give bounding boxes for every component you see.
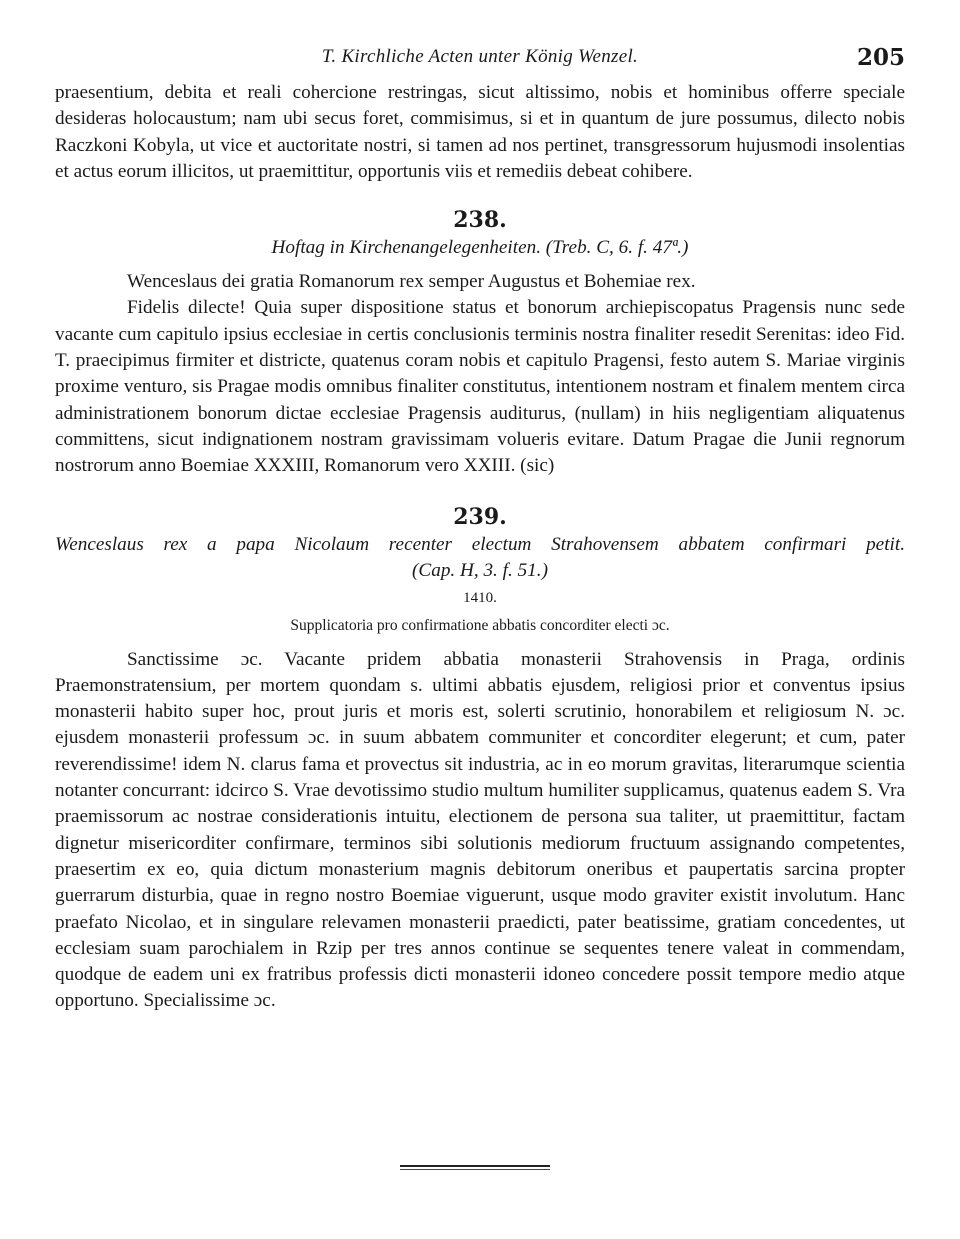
- doc-239-body: Sanctissime ɔc. Vacante pridem abbatia monasterii Strahovensis in Praga, ordinis Praemonstratensium, per mortem quondam s. ultimi abbatis ejusdem, religiosi prior et conventus ipsius monasterii habito super hoc, prout juris et moris est, solerti scrutinio, honorabilem et religiosum N. ɔc. ejusdem monasterii professum ɔc. in suum abbatem communiter et concorditer elegerunt; et cum, pater reverendissime! idem N. clarus fama et provectus sit industria, ac in eo morum gravitas, literarumque scientia notanter concurrant: idcirco S. Vrae devotissimo studio multum humiliter supplicamus, quatenus eadem S. Vra praemissorum ac nostrae considerationis intuitu, electionem de persona sua taliter, ut praemittitur, factam dignetur misericorditer confirmare, terminos sibi solutionis mediorum fructuum assignando competentes, praesertim ex eo, quia dictum monasterium magnis debitorum oneribus et paupertatis sarcina propter guerrarum disturbia, quae in regno nostro Boemiae viguerunt, usque modo graviter existit involutum. Hanc praefato Nicolao, et in singulare relevamen monasterii praedicti, pater beatissime, gratiam concedentes, ut ecclesiam suam parochialem in Rzip per tres annos continue se sequentes tenere valeat in commendam, quodque de eadem uni ex fratribus professis dicti monasterii idoneo concedere possit tempore medio atque opportuno. Specialissime ɔc.: [55, 648, 905, 1012]
- doc-238-body: Fidelis dilecte! Quia super dispositione status et bonorum archiepiscopatus Pragensis nunc sede vacante cum capitulo ipsius ecclesiae in certis conclusionis terminis nostra finaliter resedit Serenitas: ideo Fid. T. praecipimus firmiter et districte, quatenus coram nobis et capitulo Pragensi, festo autem S. Mariae virginis proxime venturo, sis Pragae modis omnibus finaliter constitutus, intentionem nostram et finalem mentem circa administrationem bonorum dictae ecclesiae Pragensis auditurus, (nullam) in hiis negligentiam aliquatenus committens, sicut indignationem nostram gravissimam volueris evitare. Datum Pragae die Junii regnorum nostrorum anno Boemiae XXXIII, Romanorum vero XXIII. (sic): [55, 297, 905, 477]
- doc-239-year: 1410.: [463, 589, 497, 606]
- doc-238-salutation: Wenceslaus dei gratia Romanorum rex semper Augustus et Bohemiae rex.: [127, 271, 696, 293]
- end-rule-thin: [400, 1169, 550, 1170]
- doc-238-number: 238.: [453, 207, 507, 234]
- doc-239-title: Wenceslaus rex a papa Nicolaum recenter electum Strahovensem abbatem confirmari petit.: [55, 533, 905, 555]
- doc-239-number: 239.: [453, 503, 507, 530]
- doc-239-summary: Supplicatoria pro confirmatione abbatis concorditer electi ɔc.: [290, 616, 670, 634]
- doc-239-source: (Cap. H, 3. f. 51.): [412, 559, 548, 581]
- end-rule: [400, 1165, 550, 1172]
- running-head: [55, 44, 905, 74]
- running-title: T. Kirchliche Acten unter König Wenzel.: [321, 46, 639, 67]
- end-rule-thick: [400, 1165, 550, 1167]
- intro-paragraph: praesentium, debita et reali cohercione restringas, sicut altissimo, nobis et hominibus offerre speciale desideras holocaustum; nam ubi secus foret, commisimus, si et in quantum de jure possumus, dilecto nobis Raczkoni Kobyla, ut vice et auctoritate nostri, si tamen ad nos pertinet, transgressorum hujusmodi insolentias et actus eorum illicitos, ut praemittitur, opportunis viis et remediis debeat cohibere.: [55, 82, 905, 182]
- doc-238-title: Hoftag in Kirchenangelegenheiten. (Treb. C, 6. f. 47ª.): [271, 237, 689, 259]
- page-number: 205: [856, 44, 905, 71]
- page: [55, 44, 905, 1015]
